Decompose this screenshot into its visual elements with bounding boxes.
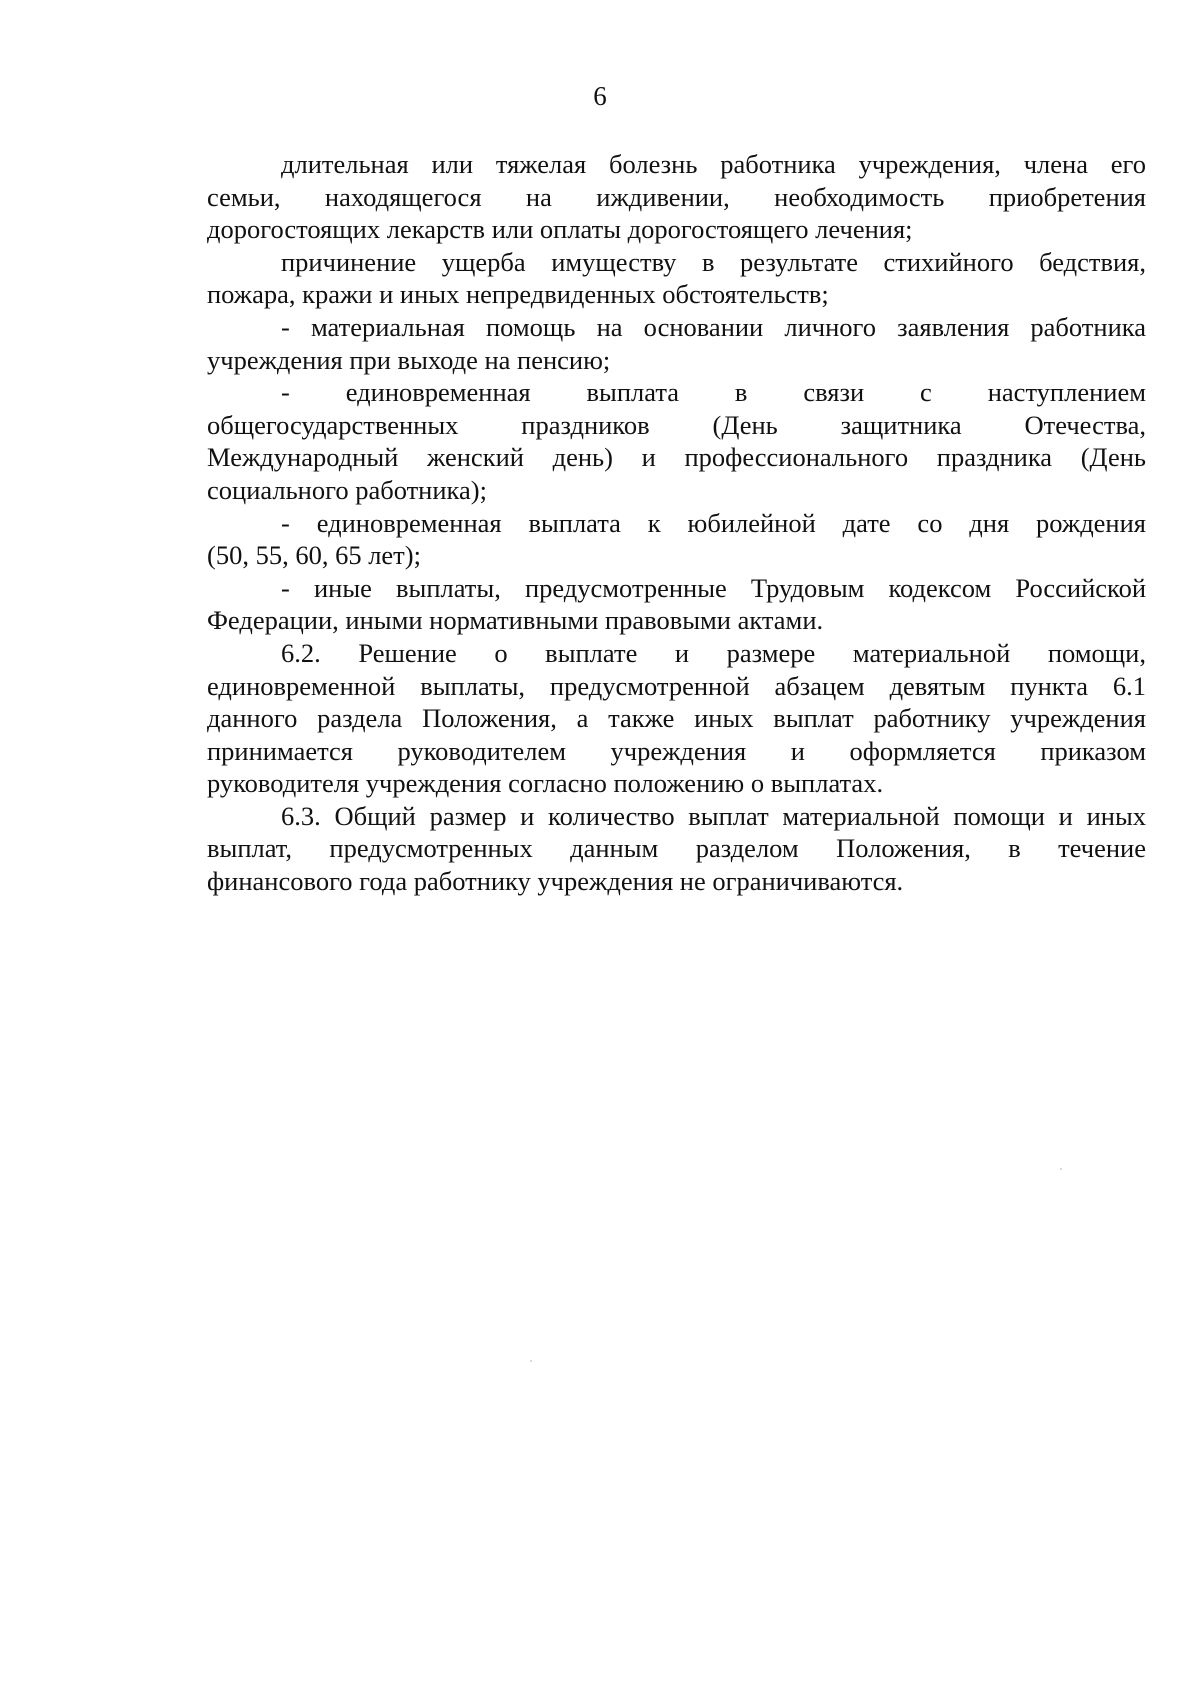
paragraph-line: пожара, кражи и иных непредвиденных обстоятельств; bbox=[207, 279, 829, 310]
paragraph-line: данного раздела Положения, а также иных выплат работнику учреждения bbox=[207, 703, 1146, 734]
paragraph-line: причинение ущерба имуществу в результате стихийного бедствия, bbox=[281, 246, 1146, 277]
paragraph-line: руководителя учреждения согласно положению о выплатах. bbox=[207, 768, 884, 799]
page-number: 6 bbox=[593, 81, 607, 111]
paragraph-illness bbox=[207, 148, 1146, 246]
paragraph-line: дорогостоящих лекарств или оплаты дорогостоящего лечения; bbox=[207, 214, 913, 245]
paragraph-line: семьи, находящегося на иждивении, необходимость приобретения bbox=[207, 181, 1146, 212]
paragraph-holiday-payment bbox=[207, 376, 1146, 506]
paragraph-line: - единовременная выплата к юбилейной дате со дня рождения bbox=[281, 507, 1146, 538]
paragraph-line: единовременной выплаты, предусмотренной абзацем девятым пункта 6.1 bbox=[207, 670, 1146, 701]
paragraph-anniversary-payment bbox=[207, 507, 1146, 572]
paragraph-line: Международный женский день) и профессионального праздника (День bbox=[207, 442, 1146, 473]
paragraph-line: - единовременная выплата в связи с наступлением bbox=[281, 377, 1146, 408]
paragraph-line: общегосударственных праздников (День защитника Отечества, bbox=[207, 409, 1146, 440]
paragraph-line: 6.2. Решение о выплате и размере материальной помощи, bbox=[281, 637, 1146, 668]
paragraph-line: - иные выплаты, предусмотренные Трудовым кодексом Российской bbox=[281, 572, 1146, 603]
paragraph-line: 6.3. Общий размер и количество выплат материальной помощи и иных bbox=[281, 800, 1146, 831]
paragraph-other-payments bbox=[207, 572, 1146, 637]
scan-speck bbox=[530, 1360, 532, 1362]
paragraph-line: социального работника); bbox=[207, 474, 487, 505]
paragraph-line: выплат, предусмотренных данным разделом Положения, в течение bbox=[207, 833, 1146, 864]
document-body bbox=[207, 148, 1146, 898]
paragraph-line: финансового года работнику учреждения не ограничиваются. bbox=[207, 866, 904, 897]
paragraph-line: принимается руководителем учреждения и оформляется приказом bbox=[207, 735, 1146, 766]
scan-speck bbox=[1060, 1168, 1062, 1170]
paragraph-retirement-aid bbox=[207, 311, 1146, 376]
paragraph-line: Федерации, иными нормативными правовыми актами. bbox=[207, 605, 824, 636]
paragraph-6-2-decision bbox=[207, 637, 1146, 800]
paragraph-6-3-total-amount bbox=[207, 800, 1146, 898]
paragraph-line: длительная или тяжелая болезнь работника учреждения, члена его bbox=[281, 149, 1146, 179]
paragraph-line: учреждения при выходе на пенсию; bbox=[207, 344, 611, 375]
paragraph-line: - материальная помощь на основании личного заявления работника bbox=[281, 311, 1146, 342]
paragraph-line: (50, 55, 60, 65 лет); bbox=[207, 540, 421, 571]
paragraph-property-damage bbox=[207, 246, 1146, 311]
